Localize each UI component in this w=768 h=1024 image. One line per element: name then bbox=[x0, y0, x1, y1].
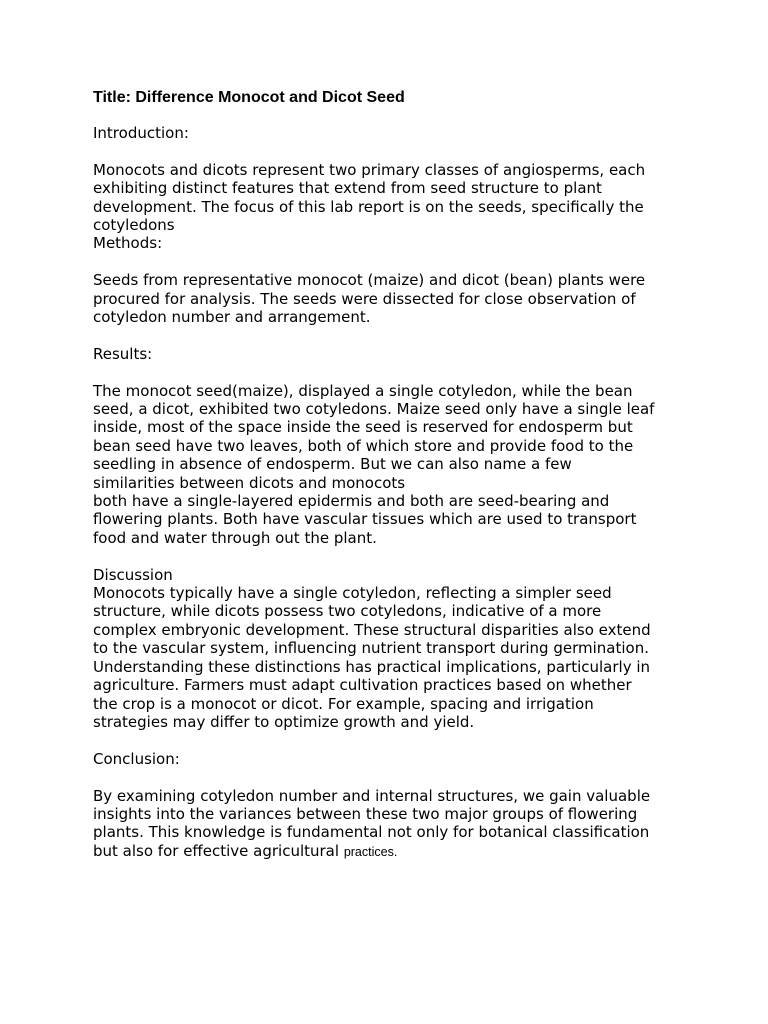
results-line: The monocot seed(maize), displayed a single cotyledon, while the bean bbox=[93, 381, 633, 400]
results-line: seed, a dicot, exhibited two cotyledons. Maize seed only have a single leaf bbox=[93, 400, 655, 419]
paragraph-gap bbox=[93, 142, 693, 160]
discussion-line: to the vascular system, influencing nutrient transport during germination. bbox=[93, 639, 649, 658]
discussion-line: Monocots typically have a single cotyledon, reflecting a simpler seed bbox=[93, 584, 612, 603]
methods-line: cotyledon number and arrangement. bbox=[93, 308, 371, 327]
results-line: food and water through out the plant. bbox=[93, 528, 377, 547]
introduction-heading: Introduction: bbox=[93, 124, 189, 142]
discussion-heading: Discussion bbox=[93, 565, 173, 584]
discussion-line: Understanding these distinctions has practical implications, particularly in bbox=[93, 657, 651, 676]
conclusion-line: By examining cotyledon number and internal structures, we gain valuable bbox=[93, 786, 651, 805]
conclusion-paragraph bbox=[93, 787, 693, 862]
paragraph-gap bbox=[93, 363, 693, 381]
introduction-line: Monocots and dicots represent two primary classes of angiosperms, each bbox=[93, 160, 646, 179]
results-paragraph bbox=[93, 382, 693, 548]
discussion-line: agriculture. Farmers must adapt cultivation practices based on whether bbox=[93, 676, 632, 695]
methods-line: Seeds from representative monocot (maize) and dicot (bean) plants were bbox=[93, 271, 646, 290]
introduction-line: cotyledons bbox=[93, 216, 175, 235]
conclusion-last-line-tail: practices. bbox=[343, 844, 398, 859]
discussion-line: complex embryonic development. These structural disparities also extend bbox=[93, 620, 651, 639]
methods-heading: Methods: bbox=[93, 234, 163, 253]
paragraph-gap bbox=[93, 547, 693, 565]
paragraph-gap bbox=[93, 326, 693, 344]
document-body bbox=[93, 86, 693, 861]
conclusion-last-line-main: but also for effective agricultural bbox=[93, 841, 344, 860]
paragraph-gap bbox=[93, 253, 693, 271]
results-line: both have a single-layered epidermis and both are seed-bearing and bbox=[93, 492, 610, 511]
results-line: flowering plants. Both have vascular tissues which are used to transport bbox=[93, 510, 637, 529]
document-title: Title: Difference Monocot and Dicot Seed bbox=[93, 89, 405, 106]
paragraph-gap bbox=[93, 768, 693, 786]
results-line: seedling in absence of endosperm. But we can also name a few bbox=[93, 455, 572, 474]
results-line: inside, most of the space inside the seed is reserved for endosperm but bbox=[93, 418, 633, 437]
methods-paragraph bbox=[93, 271, 693, 326]
conclusion-heading: Conclusion: bbox=[93, 749, 180, 768]
results-line: bean seed have two leaves, both of which store and provide food to the bbox=[93, 436, 634, 455]
results-heading: Results: bbox=[93, 344, 153, 363]
paragraph-gap bbox=[93, 731, 693, 749]
conclusion-line: plants. This knowledge is fundamental not only for botanical classification bbox=[93, 823, 650, 842]
introduction-line: exhibiting distinct features that extend from seed structure to plant bbox=[93, 179, 602, 198]
discussion-line: structure, while dicots possess two cotyledons, indicative of a more bbox=[93, 602, 602, 621]
discussion-line: strategies may differ to optimize growth and yield. bbox=[93, 712, 475, 731]
methods-line: procured for analysis. The seeds were dissected for close observation of bbox=[93, 289, 636, 308]
conclusion-line: insights into the variances between these two major groups of flowering bbox=[93, 804, 638, 823]
conclusion-last-line bbox=[93, 842, 693, 861]
discussion-paragraph bbox=[93, 584, 693, 731]
discussion-line: the crop is a monocot or dicot. For example, spacing and irrigation bbox=[93, 694, 594, 713]
results-line: similarities between dicots and monocots bbox=[93, 473, 406, 492]
introduction-paragraph bbox=[93, 161, 693, 235]
introduction-line: development. The focus of this lab report is on the seeds, specifically the bbox=[93, 197, 644, 216]
